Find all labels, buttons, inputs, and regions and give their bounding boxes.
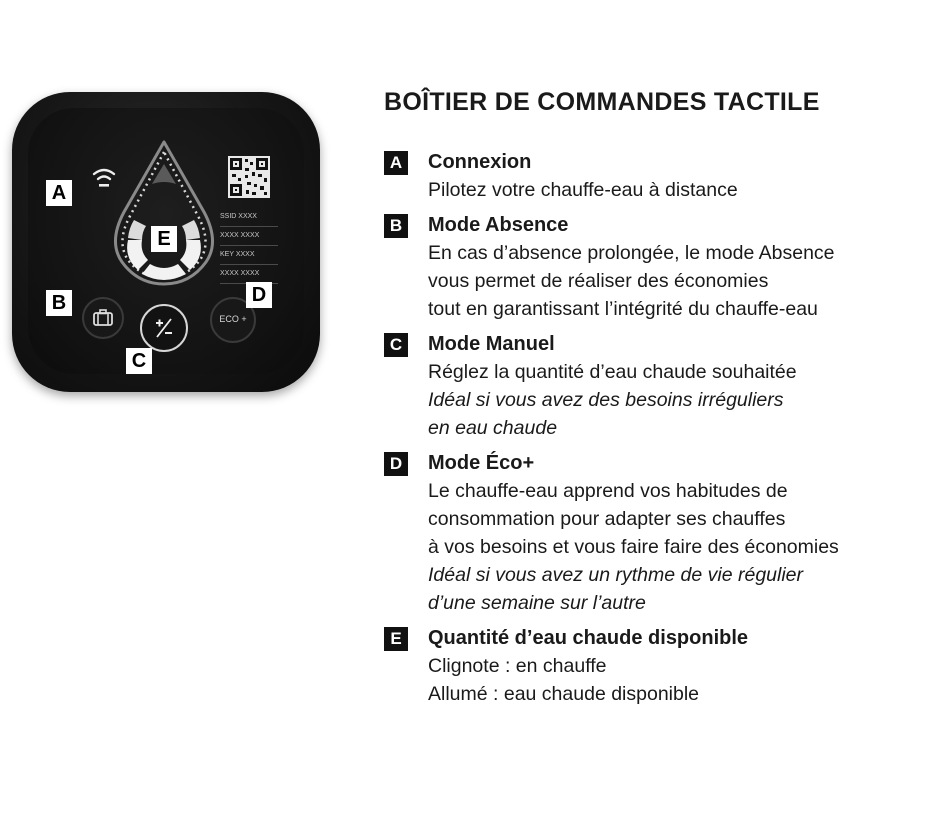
qr-line: KEY XXXX	[220, 246, 278, 265]
feature-letter-badge: B	[384, 214, 408, 238]
feature-title: Connexion	[428, 151, 532, 173]
control-box-screen	[12, 92, 320, 392]
feature-item-b	[384, 211, 940, 323]
feature-letter-badge: A	[384, 151, 408, 175]
feature-description-line: à vos besoins et vous faire faire des économies	[428, 536, 839, 558]
feature-description-line: d’une semaine sur l’autre	[428, 592, 646, 614]
feature-title: Mode Manuel	[428, 333, 555, 355]
marker-b: B	[46, 290, 72, 316]
feature-title: Mode Éco+	[428, 452, 535, 474]
feature-description-line: Allumé : eau chaude disponible	[428, 683, 700, 705]
marker-a: A	[46, 180, 72, 206]
qr-code-icon	[228, 156, 270, 198]
feature-letter-badge: C	[384, 333, 408, 357]
feature-description-line: Clignote : en chauffe	[428, 655, 607, 677]
qr-line: XXXX XXXX	[220, 265, 278, 284]
feature-description-line: Idéal si vous avez des besoins irréguliers	[428, 389, 784, 411]
feature-description-line: en eau chaude	[428, 417, 558, 439]
marker-c: C	[126, 348, 152, 374]
page-title: BOÎTIER DE COMMANDES TACTILE	[384, 88, 820, 116]
wifi-credentials	[220, 208, 278, 284]
marker-e: E	[151, 226, 177, 252]
absence-mode-button[interactable]	[82, 297, 124, 339]
feature-item-d	[384, 449, 940, 617]
feature-item-c	[384, 330, 940, 442]
plus-minus-icon	[150, 314, 178, 342]
feature-title: Mode Absence	[428, 214, 569, 236]
feature-letter-badge: E	[384, 627, 408, 651]
feature-description-line: En cas d’absence prolongée, le mode Absence	[428, 242, 835, 264]
feature-description-line: Idéal si vous avez un rythme de vie régulier	[428, 564, 804, 586]
qr-line: XXXX XXXX	[220, 227, 278, 246]
feature-description-line: vous permet de réaliser des économies	[428, 270, 769, 292]
feature-description-line: tout en garantissant l’intégrité du chauffe-eau	[428, 298, 818, 320]
feature-list	[384, 148, 940, 715]
feature-item-a	[384, 148, 940, 204]
qr-code-panel	[220, 156, 278, 284]
control-box-device	[12, 92, 320, 392]
feature-item-e	[384, 624, 940, 708]
feature-description-line: consommation pour adapter ses chauffes	[428, 508, 786, 530]
suitcase-icon	[93, 309, 113, 327]
feature-description-line: Pilotez votre chauffe-eau à distance	[428, 179, 738, 201]
feature-description-line: Le chauffe-eau apprend vos habitudes de	[428, 480, 788, 502]
marker-d: D	[246, 282, 272, 308]
manual-mode-button[interactable]	[140, 304, 188, 352]
eco-plus-label: ECO +	[219, 314, 247, 324]
feature-description-line: Réglez la quantité d’eau chaude souhaitée	[428, 361, 797, 383]
wifi-icon	[90, 164, 118, 190]
qr-line: SSID XXXX	[220, 208, 278, 227]
feature-letter-badge: D	[384, 452, 408, 476]
feature-title: Quantité d’eau chaude disponible	[428, 627, 749, 649]
